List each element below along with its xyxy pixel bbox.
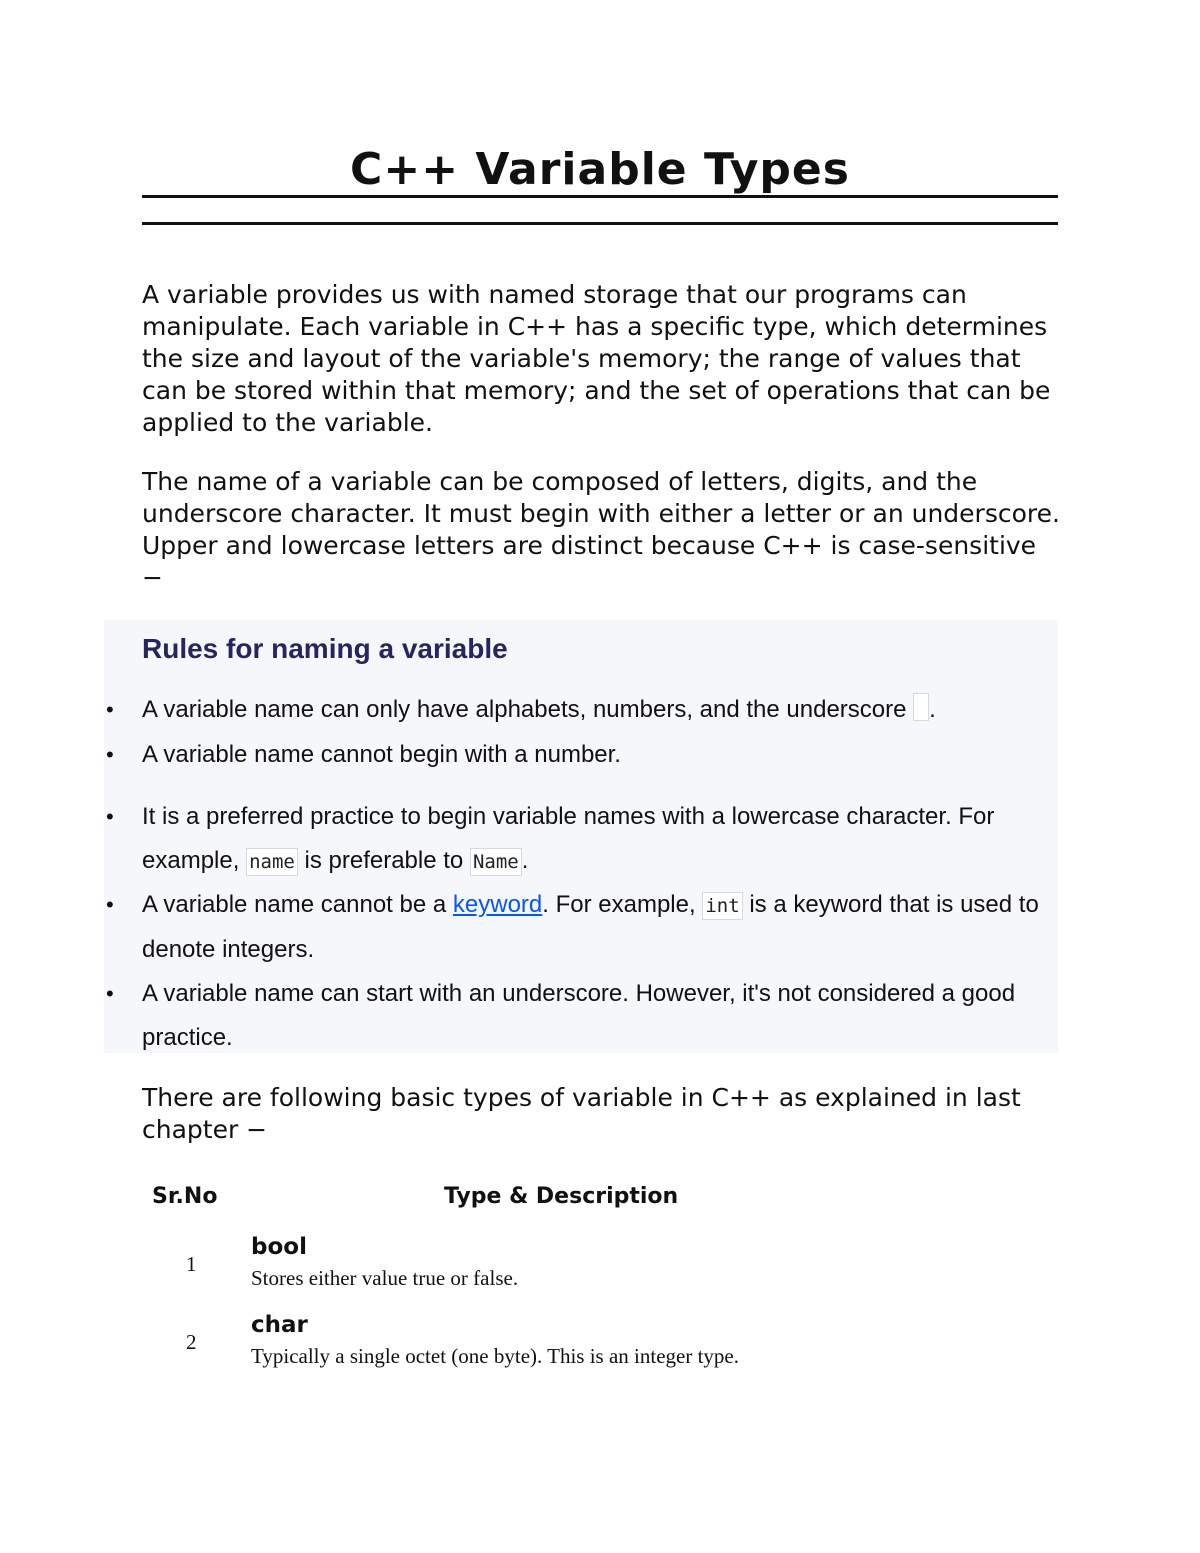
rule-text-after: is a keyword that is used to denote integers. <box>142 891 1039 963</box>
rule-text: A variable name cannot be a <box>142 891 447 918</box>
title-rule-bottom <box>142 222 1058 225</box>
rule-end: . <box>521 847 529 874</box>
code-int: int <box>702 892 742 920</box>
title-rule-top <box>142 195 1058 198</box>
rule-item-1 <box>106 688 1054 732</box>
type-name: char <box>251 1312 308 1338</box>
rule-text: A variable name can start with an underscore. However, it's not considered a good practice. <box>142 980 1016 1051</box>
code-name: name <box>246 848 298 876</box>
keyword-link[interactable]: keyword <box>452 891 543 918</box>
rule-text: A variable name cannot begin with a number. <box>142 741 621 768</box>
types-intro: There are following basic types of variable in C++ as explained in last chapter − <box>142 1083 1021 1144</box>
table-header-type: Type & Description <box>444 1184 679 1209</box>
bullet-icon: • <box>106 804 114 829</box>
bullet-icon: • <box>106 742 114 767</box>
rules-heading: Rules for naming a variable <box>142 633 508 664</box>
type-description: Typically a single octet (one byte). This is an integer type. <box>251 1344 740 1368</box>
rule-text-middle: . For example, <box>542 891 696 918</box>
underscore-code <box>913 693 929 721</box>
rule-end: . <box>929 696 936 723</box>
rule-item-2 <box>106 733 1054 777</box>
type-name: bool <box>251 1234 307 1260</box>
row-number: 2 <box>186 1330 197 1354</box>
rule-item-4 <box>106 883 1054 972</box>
bullet-icon: • <box>106 892 114 917</box>
page-title: C++ Variable Types <box>350 144 850 195</box>
row-number: 1 <box>186 1252 197 1276</box>
bullet-icon: • <box>106 981 114 1006</box>
rule-text: A variable name can only have alphabets, numbers, and the underscore <box>142 696 907 723</box>
table-header-srno: Sr.No <box>152 1184 218 1209</box>
rule-text: It is a preferred practice to begin variable names with a lowercase character. For example, <box>142 803 995 874</box>
code-Name: Name <box>470 848 522 876</box>
rule-item-3 <box>106 795 1054 884</box>
rule-text-middle: is preferable to <box>304 847 464 874</box>
naming-rules-box <box>104 620 1058 1053</box>
rule-item-5 <box>106 972 1054 1060</box>
type-description: Stores either value true or false. <box>251 1266 519 1290</box>
bullet-icon: • <box>106 697 114 722</box>
intro-paragraph-1: A variable provides us with named storage that our programs can manipulate. Each variable in C++ has a specific type, which determines the size and layout of the variable's memory; the range of values that can be stored within that memory; and the set of operations that can be applied to the variable. <box>142 280 1051 437</box>
intro-paragraph-2: The name of a variable can be composed of letters, digits, and the underscore character. It must begin with either a letter or an underscore. Upper and lowercase letters are distinct because C++ is case-sensitive − <box>142 467 1060 592</box>
